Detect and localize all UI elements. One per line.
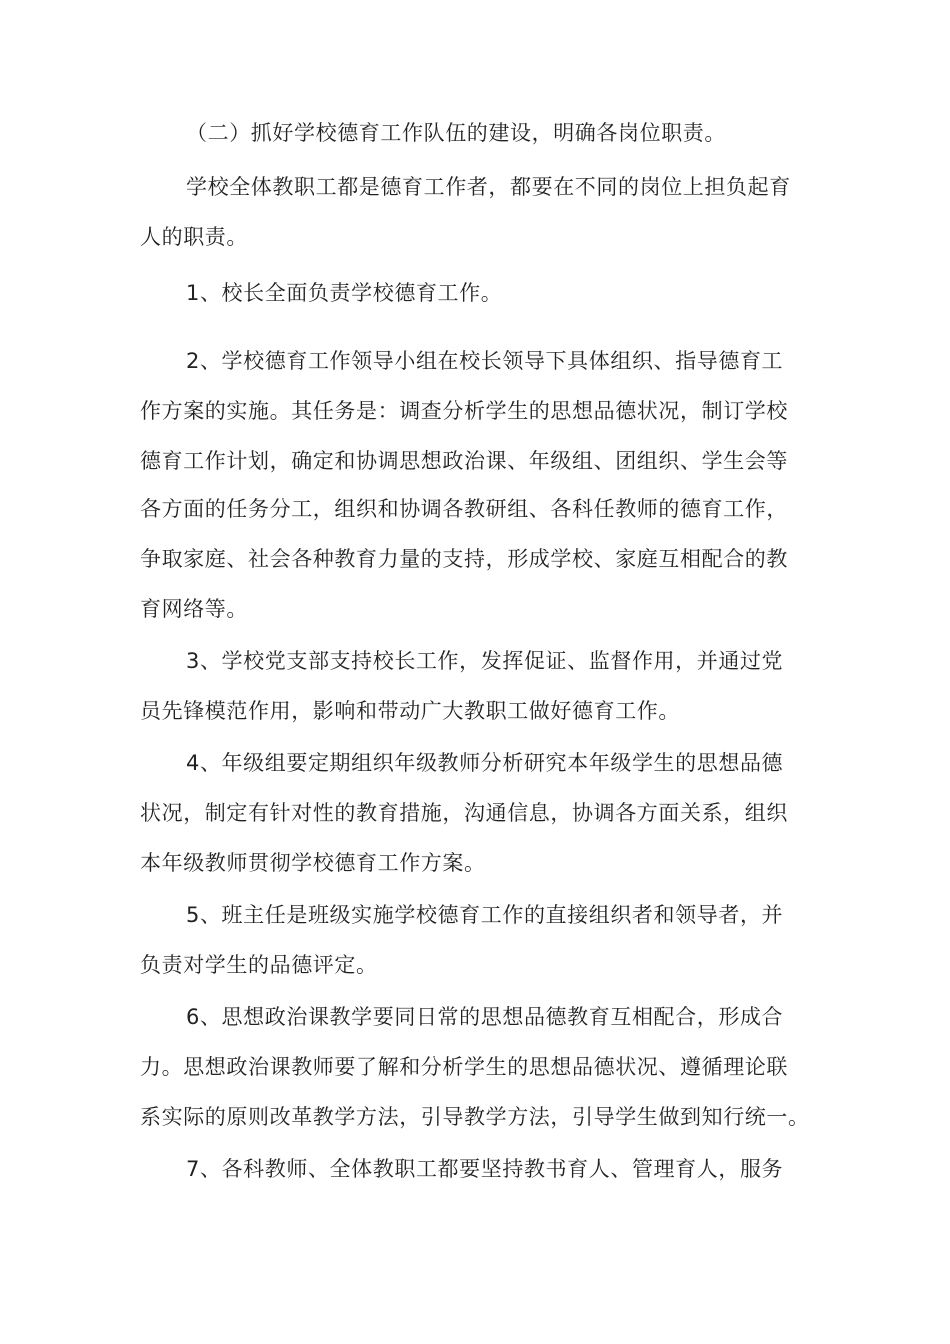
list-item-line: 2、学校德育工作领导小组在校长领导下具体组织、指导德育工 (186, 349, 784, 373)
section-heading: （二）抓好学校德育工作队伍的建设，明确各岗位职责。 (186, 121, 726, 145)
list-item-line: 德育工作计划，确定和协调思想政治课、年级组、团组织、学生会等 (140, 449, 788, 473)
list-item-line: 5、班主任是班级实施学校德育工作的直接组织者和领导者，并 (186, 903, 784, 927)
list-item-line: 育网络等。 (140, 597, 248, 621)
list-item-line: 本年级教师贯彻学校德育工作方案。 (140, 851, 486, 875)
list-item-line: 系实际的原则改革教学方法，引导教学方法，引导学生做到知行统一。 (140, 1105, 810, 1129)
list-item-line: 状况，制定有针对性的教育措施，沟通信息，协调各方面关系，组织 (140, 801, 788, 825)
list-item-line: 争取家庭、社会各种教育力量的支持，形成学校、家庭互相配合的教 (140, 547, 788, 571)
list-item-line: 6、思想政治课教学要同日常的思想品德教育互相配合，形成合 (186, 1005, 784, 1029)
paragraph-line: 人的职责。 (140, 225, 248, 249)
list-item-line: 各方面的任务分工，组织和协调各教研组、各科任教师的德育工作， (140, 497, 788, 521)
list-item-line: 员先锋模范作用，影响和带动广大教职工做好德育工作。 (140, 699, 680, 723)
list-item-line: 1、校长全面负责学校德育工作。 (186, 281, 503, 305)
list-item-line: 力。思想政治课教师要了解和分析学生的思想品德状况、遵循理论联 (140, 1055, 788, 1079)
list-item-line: 作方案的实施。其任务是：调查分析学生的思想品德状况，制订学校 (140, 399, 788, 423)
list-item-line: 4、年级组要定期组织年级教师分析研究本年级学生的思想品德 (186, 751, 784, 775)
paragraph-line: 学校全体教职工都是德育工作者，都要在不同的岗位上担负起育 (186, 175, 791, 199)
list-item-line: 7、各科教师、全体教职工都要坚持教书育人、管理育人，服务 (186, 1157, 784, 1181)
list-item-line: 3、学校党支部支持校长工作，发挥促证、监督作用，并通过党 (186, 649, 784, 673)
list-item-line: 负责对学生的品德评定。 (140, 953, 378, 977)
